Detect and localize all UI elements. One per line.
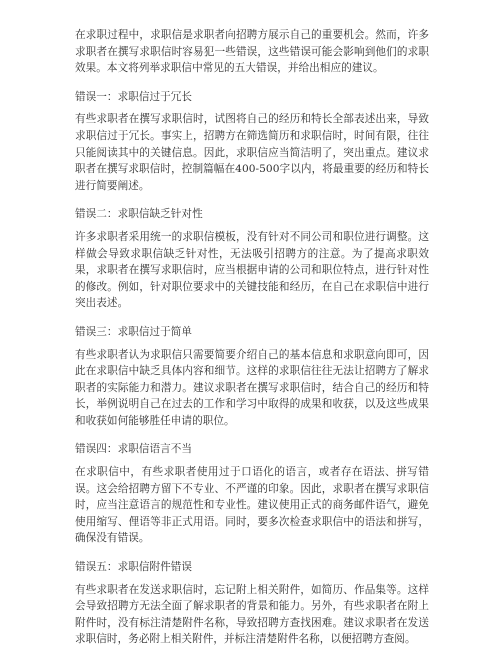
- document-content: [75, 27, 429, 660]
- section-heading-3: 错误三：求职信过于简单: [75, 325, 193, 338]
- section-heading-2: 错误二：求职信缺乏针对性: [75, 208, 203, 221]
- section-body-1: 有些求职者在撰写求职信时，试图将自己的经历和特长全部表述出来，导致求职信过于冗长。事实上，招聘方在筛选简历和求职信时，时间有限，往往只能阅读其中的关键信息。因此，求职信应当简洁明了，突出重点。建议求职者在撰写求职信时，控制篇幅在400-500字以内，将最重要的经历和特长进行简要阐述。: [75, 113, 429, 192]
- section-heading-5: 错误五：求职信附件错误: [75, 561, 193, 574]
- section-body-4: 在求职信中，有些求职者使用过于口语化的语言，或者存在语法、拼写错误。这会给招聘方留下不专业、不严谨的印象。因此，求职者在撰写求职信时，应当注意语言的规范性和专业性。建议使用正式的商务邮件语气，避免使用缩写、俚语等非正式用语。同时，要多次检查求职信中的语法和拼写，确保没有错误。: [75, 466, 429, 545]
- section-body-2: 许多求职者采用统一的求职信模板，没有针对不同公司和职位进行调整。这样做会导致求职信缺乏针对性，无法吸引招聘方的注意。为了提高求职效果，求职者在撰写求职信时，应当根据申请的公司和职位特点，进行针对性的修改。例如，针对职位要求中的关键技能和经历，在自己在求职信中进行突出表述。: [75, 230, 429, 310]
- section-heading-1: 错误一：求职信过于冗长: [75, 90, 193, 103]
- section-body-3: 有些求职者认为求职信只需要简要介绍自己的基本信息和求职意向即可，因此在求职信中缺乏具体内容和细节。这样的求职信往往无法让招聘方了解求职者的实际能力和潜力。建议求职者在撰写求职信时，结合自己的经历和特长，举例说明自己在过去的工作和学习中取得的成果和收获，以及这些成果和收获如何能够胜任申请的职位。: [75, 348, 429, 427]
- intro-paragraph: 在求职过程中，求职信是求职者向招聘方展示自己的重要机会。然而，许多求职者在撰写求职信时容易犯一些错误，这些错误可能会影响到他们的求职效果。本文将列举求职信中常见的五大错误，并给出相应的建议。: [75, 29, 429, 75]
- section-body-5: 有些求职者在发送求职信时，忘记附上相关附件，如简历、作品集等。这样会导致招聘方无法全面了解求职者的背景和能力。另外，有些求职者在附上附件时，没有标注清楚附件名称，导致招聘方查找困难。建议求职者在发送求职信时，务必附上相关附件，并标注清楚附件名称，以便招聘方查阅。: [75, 583, 429, 646]
- section-heading-4: 错误四：求职信语言不当: [75, 443, 193, 456]
